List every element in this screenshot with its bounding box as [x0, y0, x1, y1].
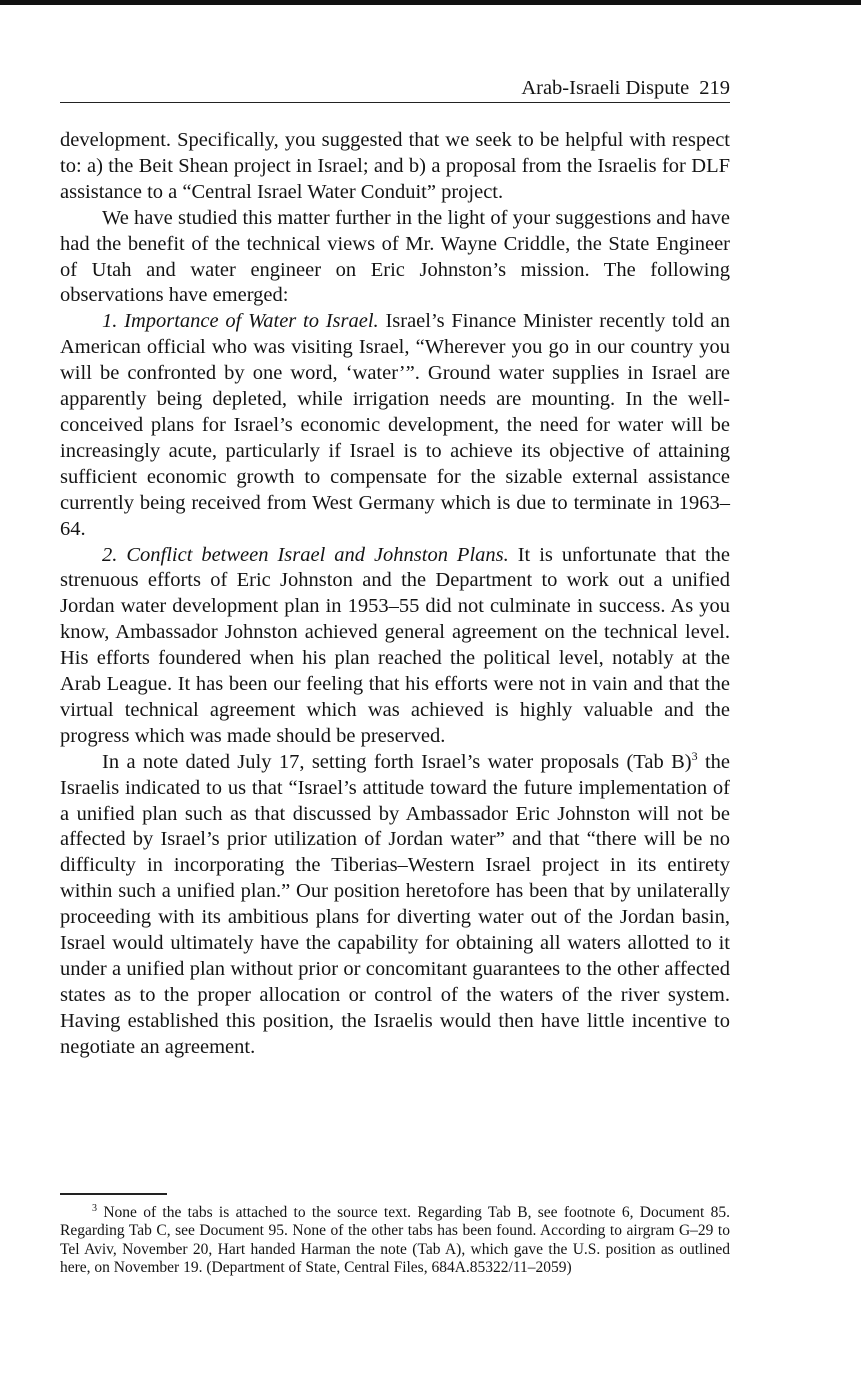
running-title: Arab-Israeli Dispute [521, 77, 690, 99]
paragraph-5 [60, 750, 730, 1061]
section-heading-conflict-between-plans: 2. Conflict between Israel and Johnston Plans. [102, 543, 509, 566]
paragraph-2: We have studied this matter further in the light of your suggestions and have had the benefit of the technical views of Mr. Wayne Criddle, the State Engineer of Utah and water engineer on Eric Johnston’s mission. The following observations have emerged: [60, 206, 730, 307]
footnote-marker: 3 [92, 1202, 97, 1214]
running-header [60, 76, 730, 103]
paragraph-4 [60, 543, 730, 750]
paragraph-3-text: Israel’s Finance Minister recently told an American official who was visiting Israel, “Wherever you go in our country you will be confronted by one word, ‘water’”. Ground water supplies in Israel are apparently being depleted, while irrigation needs are mounting. In the well-conceived plans for Israel’s economic development, the need for water will be increasingly acute, particularly if Israel is to achieve its objective of attaining sufficient economic growth to compensate for the sizable external assistance currently being received from West Germany which is due to terminate in 1963–64. [60, 310, 730, 540]
page-number: 219 [699, 77, 730, 99]
paragraph-1: development. Specifically, you suggested that we seek to be helpful with respect to: a) the Beit Shean project in Israel; and b) a proposal from the Israelis for DLF assistance to a “Central Israel Water Conduit” project. [60, 129, 730, 203]
footnote-text: None of the tabs is attached to the source text. Regarding Tab B, see footnote 6, Document 85. Regarding Tab C, see Document 95. None of the other tabs has been found. According to airgram G–29 to Tel Aviv, November 20, Hart handed Harman the note (Tab A), which gave the U.S. position as outlined here, on November 19. (Department of State, Central Files, 684A.85322/11–2059) [60, 1204, 730, 1276]
running-head [521, 77, 730, 100]
footnote-divider [60, 1193, 167, 1195]
footnote-3 [60, 1204, 730, 1277]
body-text [60, 128, 730, 1061]
scan-top-edge [0, 0, 861, 5]
paragraph-5-text-after: the Israelis indicated to us that “Israel’s attitude toward the future implementation of a unified plan such as that discussed by Ambassador Eric Johnston will not be affected by Israel’s prior utilization of Jordan water” and that “there will be no difficulty in incorporating the Tiberias–Western Israel project in its entirety within such a unified plan.” Our position heretofore has been that by unilaterally proceeding with its ambitious plans for diverting water out of the Jordan basin, Israel would ultimately have the capability for obtaining all waters allotted to it under a unified plan without prior or concomitant guarantees to the other affected states as to the proper allocation or control of the waters of the river system. Having established this position, the Israelis would then have little incentive to negotiate an agreement. [60, 750, 731, 1058]
paragraph-3 [60, 309, 730, 542]
paragraph-4-text: It is unfortunate that the strenuous efforts of Eric Johnston and the Department to work out a unified Jordan water development plan in 1953–55 did not culminate in success. As you know, Ambassador Johnston achieved general agreement on the technical level. His efforts foundered when his plan reached the political level, notably at the Arab League. It has been our feeling that his efforts were not in vain and that the virtual technical agreement which was achieved is highly valuable and the progress which was made should be preserved. [60, 543, 731, 747]
footnote [60, 1204, 730, 1277]
footnote-reference: 3 [691, 748, 698, 763]
paragraph-5-text-before: In a note dated July 17, setting forth Israel’s water proposals (Tab B) [102, 750, 692, 773]
section-heading-importance-of-water: 1. Importance of Water to Israel. [102, 310, 379, 333]
